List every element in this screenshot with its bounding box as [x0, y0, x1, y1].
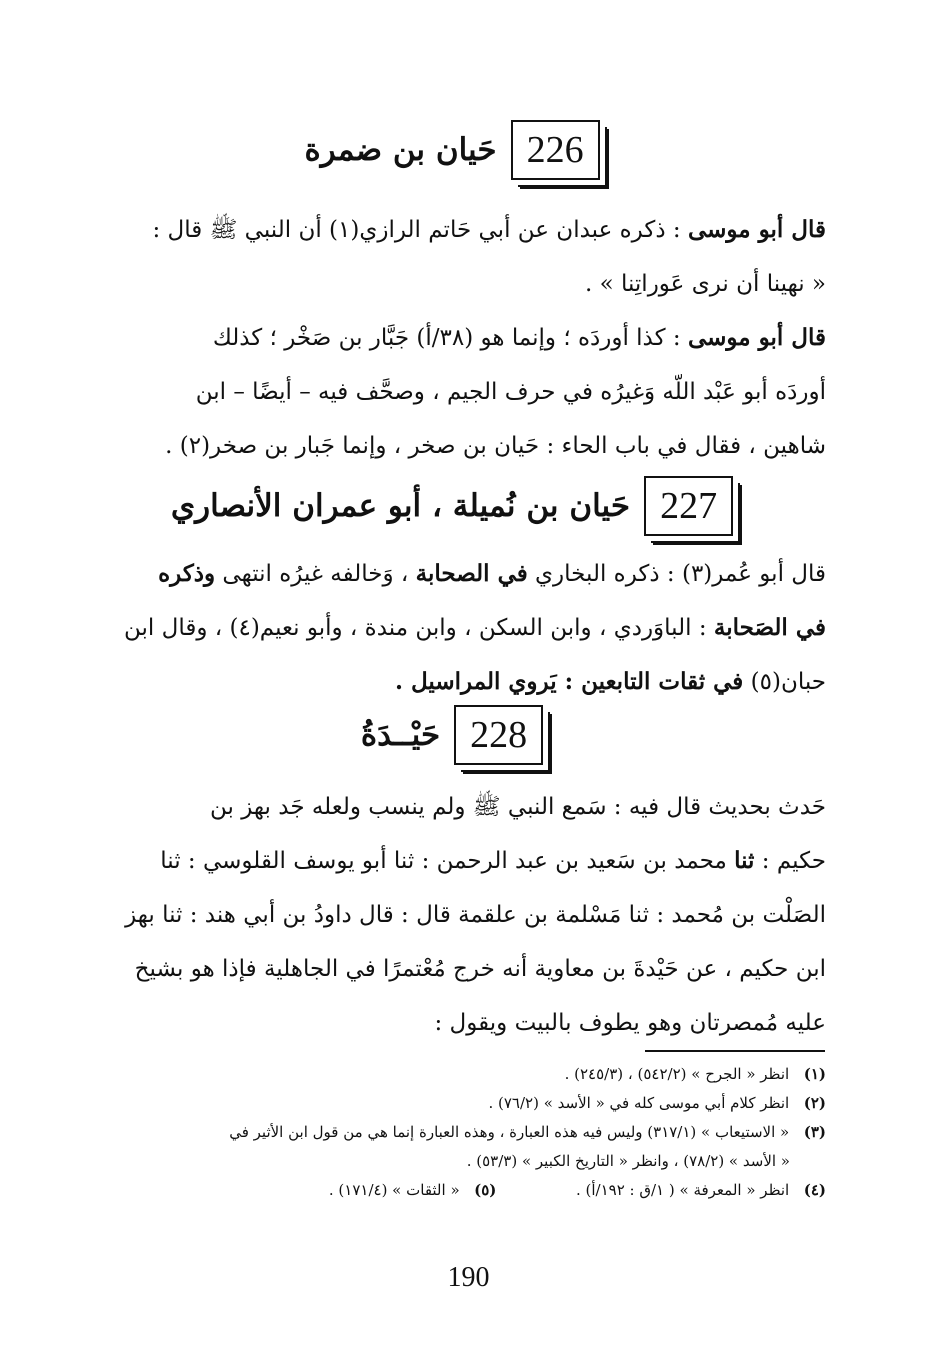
entry-title: حَيان بن ضمرة — [304, 132, 497, 168]
entry-body-226 — [78, 203, 826, 473]
footnote-3: (٣) « الاستيعاب » (٣١٧/١) وليس فيه هذه العبارة ، وهذه العبارة إنما هي من قول ابن الأثير في — [229, 1123, 826, 1141]
text-line: حبان(٥) في ثقات التابعين : يَروي المراسيل . — [395, 668, 826, 695]
entry-number-box: 226 — [511, 120, 600, 180]
footnotes — [78, 1060, 826, 1205]
entry-heading-228 — [78, 705, 826, 765]
text-line: ابن حكيم ، عن حَيْدةَ بن معاوية أنه خرج مُعْتمرًا في الجاهلية فإذا هو بشيخ — [134, 956, 826, 982]
text-line: في الصَحابة : الباوَردي ، وابن السكن ، وابن مندة ، وأبو نعيم(٤) ، وقال ابن — [124, 614, 826, 641]
entry-body-228 — [78, 780, 826, 1050]
text-line: شاهين ، فقال في باب الحاء : حَيان بن صخر ، وإنما جَبار بن صخر(٢) . — [165, 433, 826, 459]
entry-number-box: 227 — [644, 476, 733, 536]
text-line: « نهينا أن نرى عَوراتِنا » . — [584, 271, 826, 297]
page-number: 190 — [447, 1262, 490, 1293]
footnote-3-cont: « الأسد » (٧٨/٢) ، وانظر « التاريخ الكبير » (٥٣/٣) . — [466, 1152, 790, 1170]
text-line: حَدث بحديث قال فيه : سَمع النبي ﷺ ولم ينسب ولعله جَد بهز بن — [210, 794, 826, 820]
text-line: قال أبو عُمر(٣) : ذكره البخاري في الصحابة ، وَخالفه غيرُه انتهى وذكره — [158, 560, 826, 587]
entry-heading-226 — [78, 120, 826, 180]
entry-heading-227 — [78, 476, 826, 536]
footnote-2: (٢) انظر كلام أبي موسى كله في « الأسد » (٧٦/٢) . — [488, 1094, 826, 1112]
text-line: عليه مُمصرتان وهو يطوف بالبيت ويقول : — [434, 1010, 826, 1036]
text-line: الصَلْت بن مُحمد : ثنا مَسْلمة بن علقمة قال : قال داودُ بن أبي هند : ثنا بهز — [125, 902, 826, 928]
footnote-4-5: (٤) انظر « المعرفة » ( ١/ق : ١٩٢/أ) . (٥) « الثقات » (١٧١/٤) . — [328, 1181, 826, 1199]
footnote-1: (١) انظر « الجرح » (٥٤٢/٢) ، (٢٤٥/٣) . — [564, 1065, 826, 1083]
entry-title: حَيان بن نُميلة ، أبو عمران الأنصاري — [170, 488, 631, 524]
footnote-separator — [645, 1050, 825, 1052]
text-line: حكيم : ثنا محمد بن سَعيد بن عبد الرحمن : ثنا أبو يوسف القلوسي : ثنا — [160, 847, 826, 874]
text-line: قال أبو موسى : كذا أوردَه ؛ وإنما هو (٣٨/أ) جَبَّار بن صَخْر ؛ كذلك — [212, 324, 826, 351]
entry-number-box: 228 — [454, 705, 543, 765]
text-line: قال أبو موسى : ذكره عبدان عن أبي حَاتم الرازي(١) أن النبي ﷺ قال : — [152, 216, 826, 243]
entry-body-227 — [78, 547, 826, 709]
text-line: أوردَه أبو عَبْد اللّه وَغيرُه في حرف الجيم ، وصحَّف فيه – أيضًا – ابن — [195, 379, 826, 405]
entry-title: حَيْــدَةُ — [360, 717, 441, 753]
